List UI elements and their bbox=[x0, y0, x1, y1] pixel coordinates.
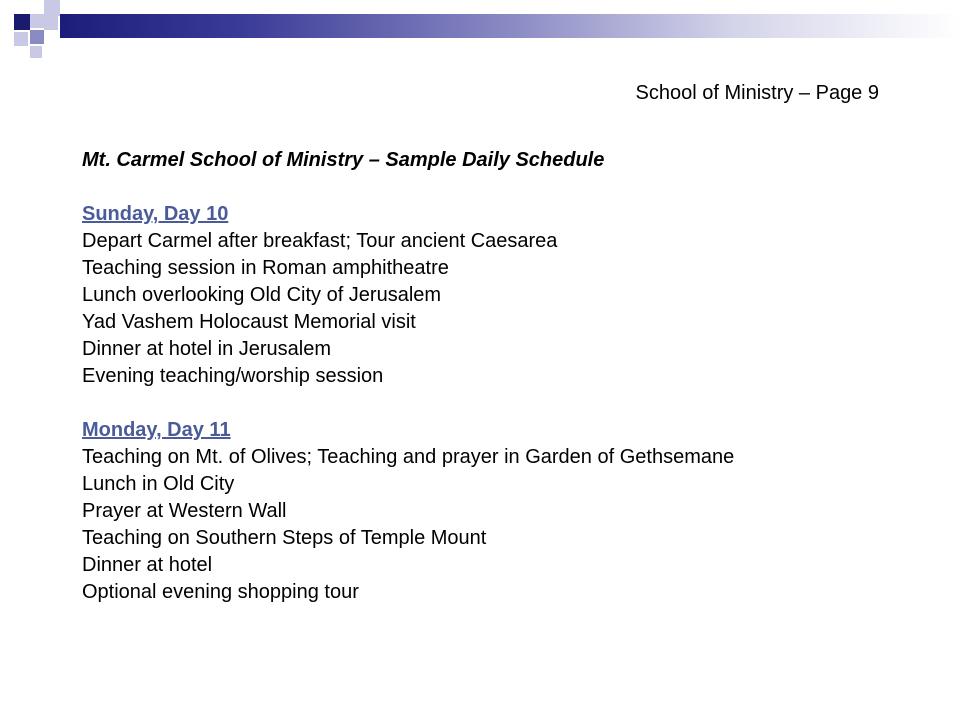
corner-square-dark bbox=[14, 14, 30, 30]
day-section-sunday bbox=[82, 201, 932, 390]
day-section-monday bbox=[82, 417, 932, 606]
page-label: School of Ministry – Page 9 bbox=[635, 82, 879, 104]
list-item: Dinner at hotel in Jerusalem bbox=[82, 338, 332, 360]
day-list-monday bbox=[82, 444, 932, 606]
list-item: Prayer at Western Wall bbox=[82, 500, 287, 522]
schedule-title: Mt. Carmel School of Ministry – Sample Daily Schedule bbox=[82, 149, 605, 171]
corner-square-light bbox=[44, 0, 60, 16]
list-item: Dinner at hotel bbox=[82, 554, 213, 576]
corner-square-light bbox=[44, 16, 58, 30]
corner-square-light bbox=[14, 32, 28, 46]
list-item: Optional evening shopping tour bbox=[82, 581, 359, 603]
schedule-content bbox=[82, 147, 932, 606]
corner-square-light bbox=[30, 46, 42, 58]
corner-square-mid bbox=[30, 30, 44, 44]
day-heading-sunday[interactable]: Sunday, Day 10 bbox=[82, 203, 229, 225]
day-list-sunday bbox=[82, 228, 932, 390]
spacer bbox=[82, 174, 932, 201]
list-item: Lunch in Old City bbox=[82, 473, 235, 495]
day-heading-monday[interactable]: Monday, Day 11 bbox=[82, 419, 231, 441]
list-item: Teaching on Mt. of Olives; Teaching and prayer in Garden of Gethsemane bbox=[82, 446, 735, 468]
spacer bbox=[82, 390, 932, 417]
list-item: Depart Carmel after breakfast; Tour ancient Caesarea bbox=[82, 230, 558, 252]
list-item: Teaching session in Roman amphitheatre bbox=[82, 257, 449, 279]
list-item: Yad Vashem Holocaust Memorial visit bbox=[82, 311, 416, 333]
header-gradient-bar bbox=[60, 14, 960, 38]
list-item: Evening teaching/worship session bbox=[82, 365, 384, 387]
corner-square-light bbox=[30, 14, 44, 28]
list-item: Teaching on Southern Steps of Temple Mount bbox=[82, 527, 487, 549]
list-item: Lunch overlooking Old City of Jerusalem bbox=[82, 284, 442, 306]
